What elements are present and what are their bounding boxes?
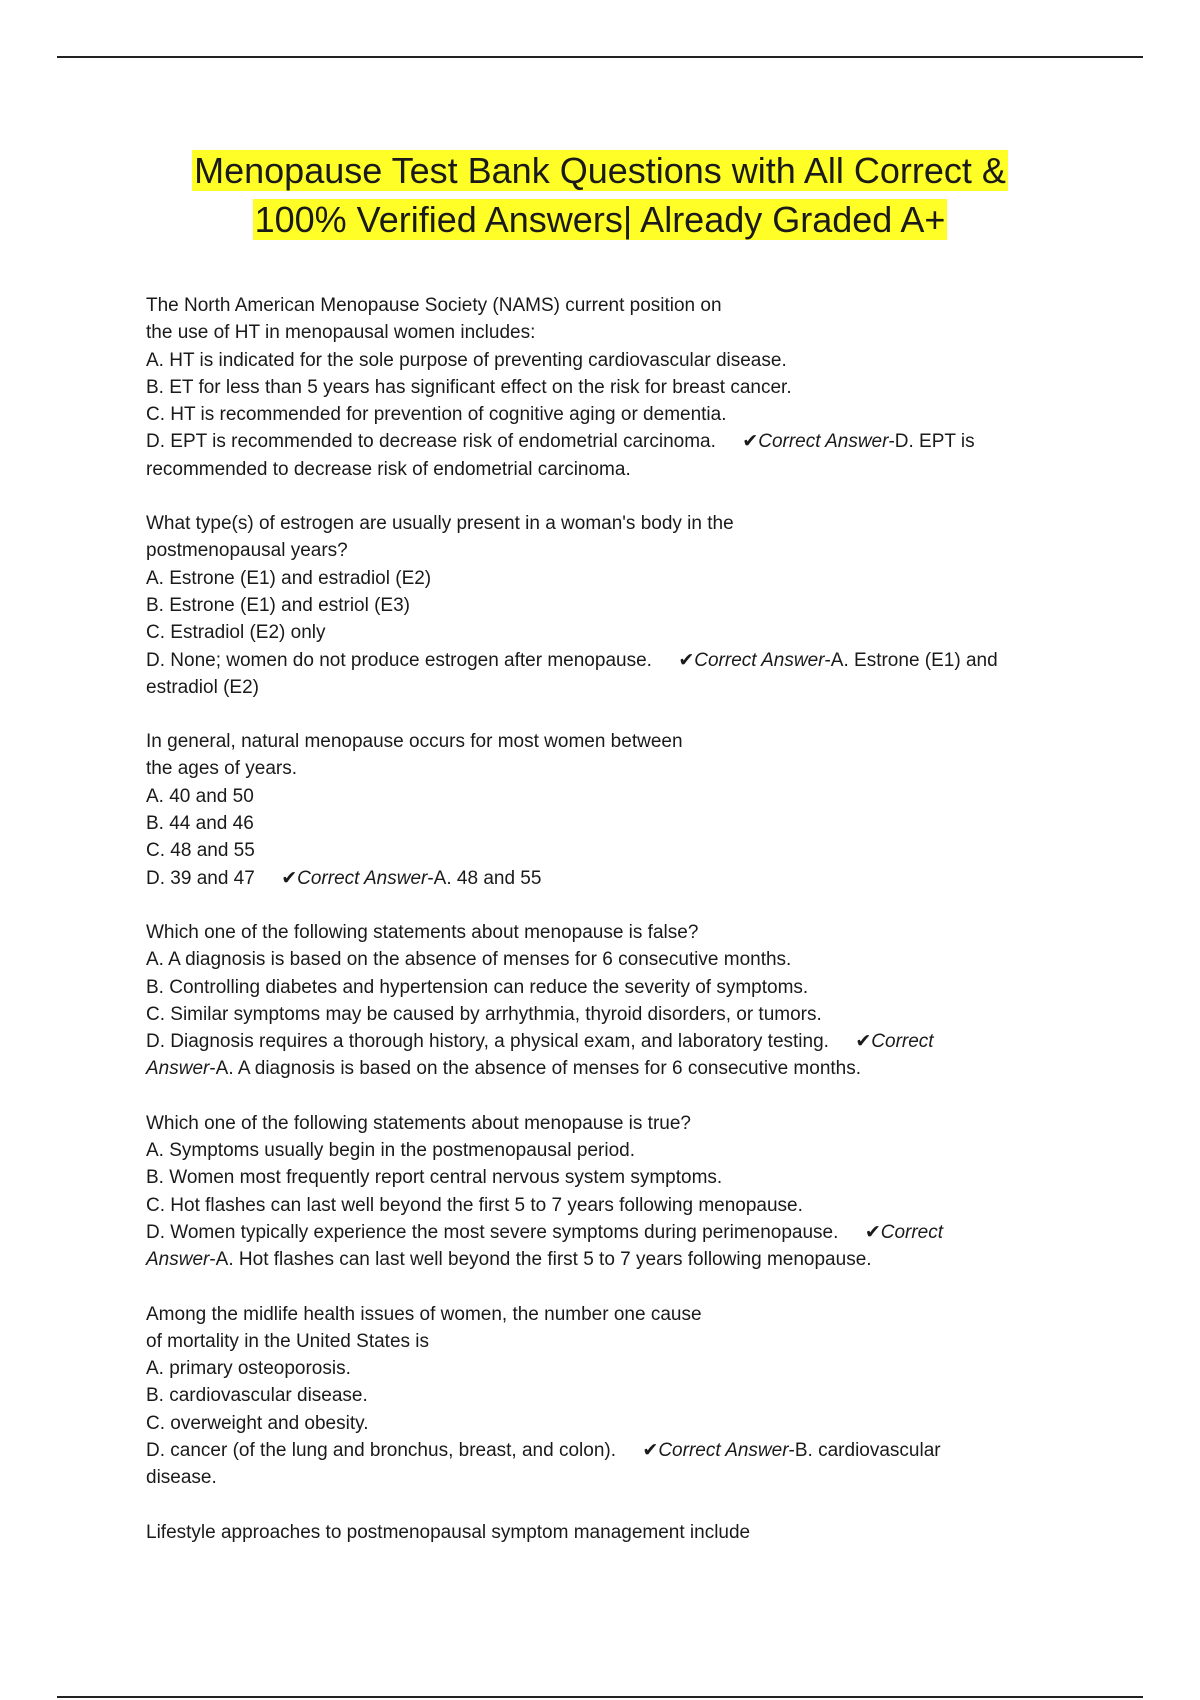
answer-option (146, 401, 1106, 428)
question-block (146, 1301, 1106, 1492)
correct-answer-continued (146, 1055, 1106, 1082)
correct-answer-continued (146, 1464, 1106, 1491)
correct-answer-label: Correct Answer (658, 1439, 789, 1461)
answer-option (146, 946, 1106, 973)
correct-answer-continued (146, 456, 1106, 483)
question-stem: of mortality in the United States is (146, 1330, 430, 1352)
answer-option (146, 1437, 1106, 1464)
option-text: D. Women typically experience the most severe symptoms during perimenopause. (146, 1221, 839, 1243)
correct-answer-label: Correct Answer (694, 649, 825, 671)
option-text: C. 48 and 55 (146, 840, 255, 862)
check-icon: ✔ (678, 649, 695, 671)
option-text: D. Diagnosis requires a thorough history, a physical exam, and laboratory testing. (146, 1031, 829, 1053)
answer-option (146, 865, 1106, 892)
correct-answer-text: -A. 48 and 55 (427, 867, 542, 889)
document-title (0, 146, 1200, 244)
answer-option (146, 1001, 1106, 1028)
check-icon: ✔ (742, 431, 759, 453)
option-text: C. Similar symptoms may be caused by arrhythmia, thyroid disorders, or tumors. (146, 1003, 822, 1025)
question-stem: Which one of the following statements about menopause is false? (146, 921, 699, 943)
check-icon: ✔ (864, 1221, 881, 1243)
answer-option (146, 837, 1106, 864)
question-stem: Among the midlife health issues of women, the number one cause (146, 1303, 702, 1325)
answer-option (146, 647, 1106, 674)
correct-answer-text-cont: -A. Hot flashes can last well beyond the first 5 to 7 years following menopause. (209, 1249, 872, 1271)
correct-answer-text: -A. Estrone (E1) and (824, 649, 998, 671)
answer-option (146, 1355, 1106, 1382)
correct-answer-label-cont: Answer (146, 1058, 210, 1080)
option-text: D. EPT is recommended to decrease risk of endometrial carcinoma. (146, 431, 716, 453)
option-text: A. 40 and 50 (146, 785, 254, 807)
question-stem: postmenopausal years? (146, 540, 348, 562)
correct-answer-text-cont: -A. A diagnosis is based on the absence of menses for 6 consecutive months. (209, 1058, 862, 1080)
question-stem: In general, natural menopause occurs for most women between (146, 731, 683, 753)
correct-answer-continued (146, 674, 1106, 701)
question-stem: Lifestyle approaches to postmenopausal symptom management include (146, 1521, 751, 1543)
answer-option (146, 810, 1106, 837)
correct-answer-label-cont: Answer (146, 1249, 210, 1271)
answer-option (146, 619, 1106, 646)
question-stem: What type(s) of estrogen are usually present in a woman's body in the (146, 513, 734, 535)
option-text: A. HT is indicated for the sole purpose of preventing cardiovascular disease. (146, 349, 787, 371)
bottom-rule (57, 1696, 1143, 1698)
question-stem: Which one of the following statements about menopause is true? (146, 1112, 691, 1134)
question-block (146, 919, 1106, 1083)
answer-option (146, 347, 1106, 374)
answer-option (146, 428, 1106, 455)
question-stem: the ages of years. (146, 758, 298, 780)
question-block (146, 728, 1106, 892)
correct-answer-label: Correct (871, 1031, 934, 1053)
option-text: C. Hot flashes can last well beyond the first 5 to 7 years following menopause. (146, 1194, 803, 1216)
correct-answer-text-cont: estradiol (E2) (146, 676, 259, 698)
question-block (146, 1110, 1106, 1274)
option-text: D. None; women do not produce estrogen after menopause. (146, 649, 652, 671)
check-icon: ✔ (642, 1439, 659, 1461)
question-block (146, 292, 1106, 483)
option-text: A. Estrone (E1) and estradiol (E2) (146, 567, 432, 589)
question-stem: The North American Menopause Society (NAMS) current position on (146, 295, 722, 316)
check-icon: ✔ (855, 1031, 872, 1053)
option-text: C. HT is recommended for prevention of cognitive aging or dementia. (146, 404, 727, 426)
option-text: C. Estradiol (E2) only (146, 622, 326, 644)
check-icon: ✔ (281, 867, 298, 889)
option-text: A. primary osteoporosis. (146, 1358, 351, 1380)
answer-option (146, 1382, 1106, 1409)
option-text: D. cancer (of the lung and bronchus, breast, and colon). (146, 1439, 616, 1461)
correct-answer-text: -D. EPT is (888, 431, 975, 453)
correct-answer-continued (146, 1246, 1106, 1273)
title-line-1: Menopause Test Bank Questions with All Correct & (194, 150, 1006, 191)
answer-option (146, 1028, 1106, 1055)
question-stem: the use of HT in menopausal women includes: (146, 322, 536, 344)
correct-answer-label: Correct Answer (758, 431, 889, 453)
answer-option (146, 1219, 1106, 1246)
answer-option (146, 1137, 1106, 1164)
answer-option (146, 783, 1106, 810)
answer-option (146, 974, 1106, 1001)
option-text: B. cardiovascular disease. (146, 1385, 368, 1407)
option-text: A. A diagnosis is based on the absence of menses for 6 consecutive months. (146, 949, 792, 971)
answer-option (146, 1164, 1106, 1191)
answer-option (146, 1192, 1106, 1219)
question-list (146, 292, 1106, 1546)
option-text: B. Controlling diabetes and hypertension can reduce the severity of symptoms. (146, 976, 809, 998)
answer-option (146, 592, 1106, 619)
option-text: B. ET for less than 5 years has significant effect on the risk for breast cancer. (146, 376, 792, 398)
option-text: C. overweight and obesity. (146, 1412, 369, 1434)
option-text: B. Estrone (E1) and estriol (E3) (146, 594, 410, 616)
correct-answer-label: Correct (880, 1221, 944, 1243)
answer-option (146, 374, 1106, 401)
option-text: A. Symptoms usually begin in the postmenopausal period. (146, 1140, 635, 1162)
question-block (146, 510, 1106, 701)
option-text: D. 39 and 47 (146, 867, 255, 889)
title-line-2: 100% Verified Answers| Already Graded A+ (254, 199, 946, 240)
top-rule (57, 56, 1143, 58)
option-text: B. 44 and 46 (146, 813, 254, 835)
correct-answer-label: Correct Answer (297, 867, 428, 889)
question-block (146, 1519, 1106, 1546)
answer-option (146, 1410, 1106, 1437)
answer-option (146, 565, 1106, 592)
option-text: B. Women most frequently report central nervous system symptoms. (146, 1167, 723, 1189)
correct-answer-text-cont: disease. (146, 1467, 217, 1489)
correct-answer-text: -B. cardiovascular (788, 1439, 941, 1461)
correct-answer-text-cont: recommended to decrease risk of endometrial carcinoma. (146, 458, 631, 480)
